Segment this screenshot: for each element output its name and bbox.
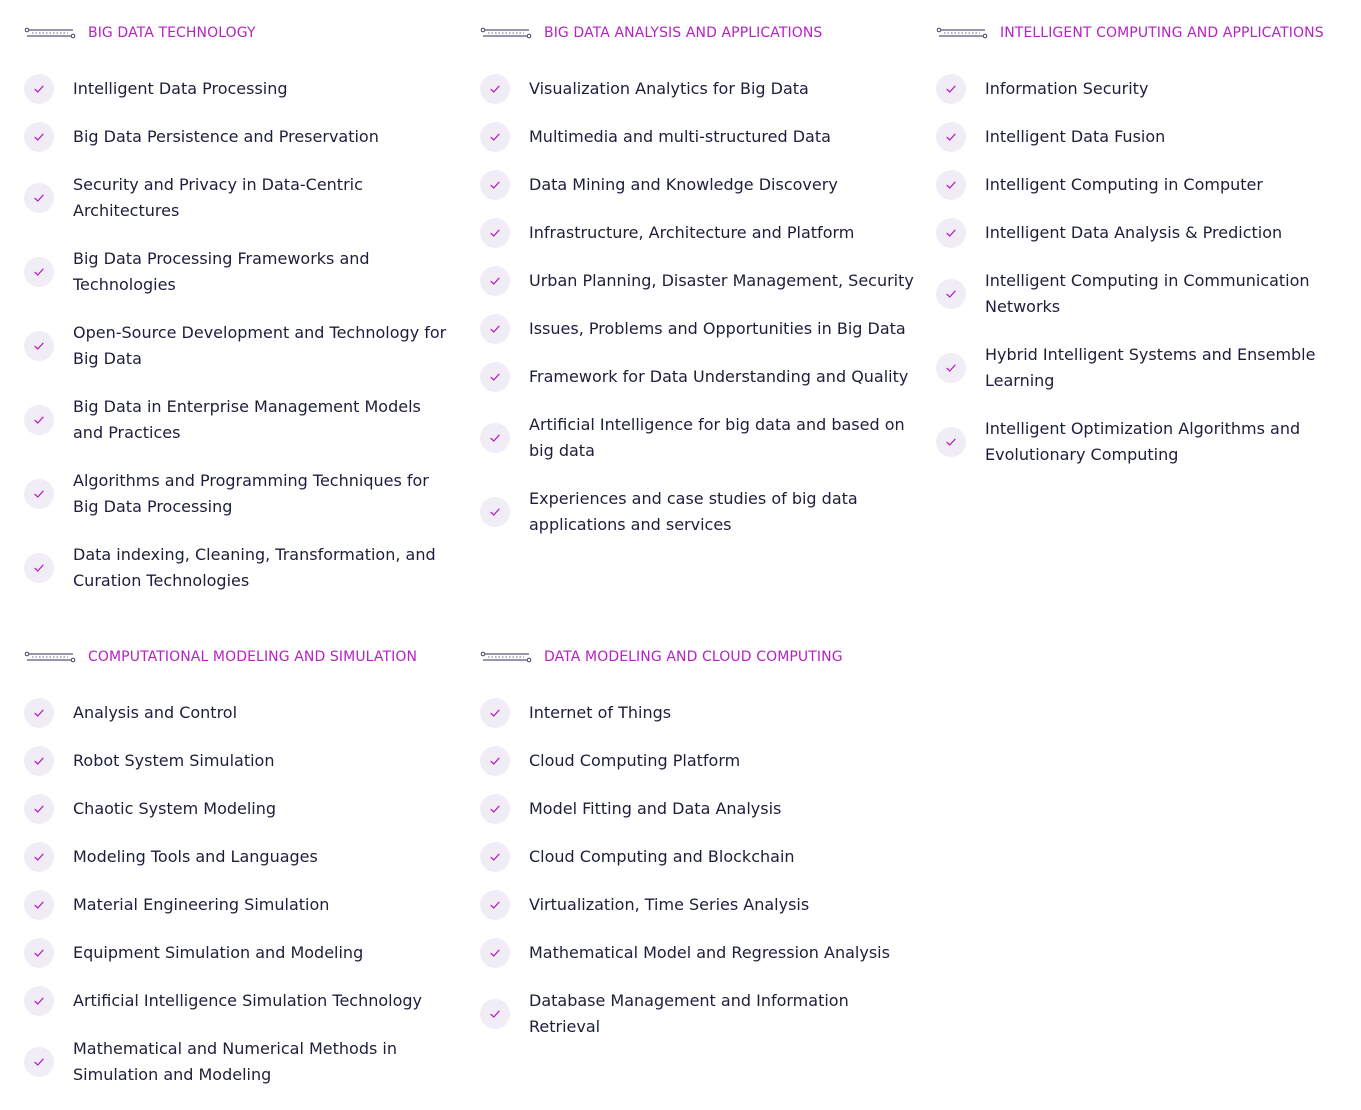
topic-label: Analysis and Control xyxy=(73,703,238,722)
checkmark-icon xyxy=(480,266,510,296)
topic-label: Modeling Tools and Languages xyxy=(73,847,318,866)
checkmark-icon xyxy=(480,314,510,344)
checkmark-icon xyxy=(480,794,510,824)
checkmark-icon xyxy=(480,890,510,920)
topic-label: Data indexing, Cleaning, Transformation, and Curation Technologies xyxy=(73,545,436,590)
checkmark-icon xyxy=(936,427,966,457)
checkmark-icon xyxy=(480,999,510,1029)
topic-label: Chaotic System Modeling xyxy=(73,799,277,818)
checkmark-icon xyxy=(24,890,54,920)
topic-list-item xyxy=(480,748,910,774)
topic-section xyxy=(480,645,910,1062)
topic-list-item xyxy=(24,700,454,726)
checkmark-icon xyxy=(936,74,966,104)
topic-list-item xyxy=(480,892,910,918)
checkmark-icon xyxy=(24,938,54,968)
topic-label: Data Mining and Knowledge Discovery xyxy=(529,175,838,194)
topic-list-item xyxy=(24,542,448,594)
topic-label: Robot System Simulation xyxy=(73,751,275,770)
topic-label: Open-Source Development and Technology for Big Data xyxy=(73,323,447,368)
section-title: BIG DATA TECHNOLOGY xyxy=(88,25,256,41)
checkmark-icon xyxy=(936,279,966,309)
section-title: BIG DATA ANALYSIS AND APPLICATIONS xyxy=(544,25,823,41)
checkmark-icon xyxy=(24,986,54,1016)
checkmark-icon xyxy=(480,74,510,104)
checkmark-icon xyxy=(480,746,510,776)
checkmark-icon xyxy=(936,122,966,152)
topic-label: Hybrid Intelligent Systems and Ensemble Learning xyxy=(985,345,1316,390)
circuit-line-icon xyxy=(936,27,988,39)
checkmark-icon xyxy=(24,74,54,104)
topic-section xyxy=(24,645,454,1110)
topic-label: Urban Planning, Disaster Management, Security xyxy=(529,271,914,290)
checkmark-icon xyxy=(480,170,510,200)
topic-list-item xyxy=(480,796,910,822)
topic-label: Cloud Computing and Blockchain xyxy=(529,847,795,866)
topic-list-item xyxy=(936,172,1356,198)
topic-label: Big Data Persistence and Preservation xyxy=(73,127,379,146)
topic-label: Experiences and case studies of big data applications and services xyxy=(529,489,858,534)
topic-list-item xyxy=(936,268,1356,320)
checkmark-icon xyxy=(24,405,54,435)
checkmark-icon xyxy=(936,218,966,248)
topic-label: Algorithms and Programming Techniques for Big Data Processing xyxy=(73,471,429,516)
topic-label: Equipment Simulation and Modeling xyxy=(73,943,364,962)
topic-list-item xyxy=(480,220,914,246)
checkmark-icon xyxy=(24,479,54,509)
topic-list-item xyxy=(480,268,914,294)
topic-list-item xyxy=(936,76,1356,102)
section-title: COMPUTATIONAL MODELING AND SIMULATION xyxy=(88,649,418,665)
topic-section xyxy=(480,21,914,560)
topic-list-item xyxy=(480,124,914,150)
topic-label: Intelligent Optimization Algorithms and Evolutionary Computing xyxy=(985,419,1301,464)
topic-list-item xyxy=(480,988,910,1040)
checkmark-icon xyxy=(24,183,54,213)
section-header xyxy=(24,21,448,45)
section-header xyxy=(480,645,910,669)
topic-list-item xyxy=(480,364,914,390)
section-header xyxy=(936,21,1356,45)
topic-label: Mathematical Model and Regression Analysis xyxy=(529,943,890,962)
topic-list-item xyxy=(480,76,914,102)
topic-label: Issues, Problems and Opportunities in Big Data xyxy=(529,319,906,338)
section-header xyxy=(24,645,454,669)
topic-list-item xyxy=(24,246,448,298)
checkmark-icon xyxy=(480,698,510,728)
topic-label: Artificial Intelligence for big data and based on big data xyxy=(529,415,905,460)
topic-list-item xyxy=(24,1036,454,1088)
circuit-line-icon xyxy=(24,27,76,39)
topic-list-item xyxy=(936,124,1356,150)
topic-list-item xyxy=(24,844,454,870)
topic-label: Intelligent Computing in Communication Networks xyxy=(985,271,1310,316)
topic-label: Intelligent Computing in Computer xyxy=(985,175,1263,194)
topic-list-item xyxy=(24,394,448,446)
topic-list-item xyxy=(24,988,454,1014)
topic-label: Multimedia and multi-structured Data xyxy=(529,127,831,146)
checkmark-icon xyxy=(24,553,54,583)
checkmark-icon xyxy=(936,353,966,383)
topic-list-item xyxy=(480,844,910,870)
checkmark-icon xyxy=(24,698,54,728)
checkmark-icon xyxy=(480,842,510,872)
topic-list-item xyxy=(936,220,1356,246)
topic-list-item xyxy=(24,320,448,372)
topic-list-item xyxy=(24,76,448,102)
checkmark-icon xyxy=(480,122,510,152)
topic-label: Model Fitting and Data Analysis xyxy=(529,799,782,818)
topic-list-item xyxy=(480,486,914,538)
section-title: DATA MODELING AND CLOUD COMPUTING xyxy=(544,649,843,665)
checkmark-icon xyxy=(480,938,510,968)
topic-label: Big Data in Enterprise Management Models and Practices xyxy=(73,397,421,442)
checkmark-icon xyxy=(24,746,54,776)
topic-list-item xyxy=(24,748,454,774)
topic-label: Security and Privacy in Data-Centric Architectures xyxy=(73,175,363,220)
topic-label: Framework for Data Understanding and Quality xyxy=(529,367,909,386)
topic-list-item xyxy=(24,468,448,520)
topic-label: Cloud Computing Platform xyxy=(529,751,741,770)
topic-list xyxy=(24,700,454,1088)
topic-label: Database Management and Information Retrieval xyxy=(529,991,849,1036)
topic-list-item xyxy=(24,796,454,822)
topic-label: Material Engineering Simulation xyxy=(73,895,330,914)
section-header xyxy=(480,21,914,45)
topic-label: Information Security xyxy=(985,79,1149,98)
topic-label: Infrastructure, Architecture and Platform xyxy=(529,223,855,242)
topic-list xyxy=(24,76,448,594)
checkmark-icon xyxy=(24,842,54,872)
topic-list-item xyxy=(480,700,910,726)
topic-label: Internet of Things xyxy=(529,703,672,722)
checkmark-icon xyxy=(480,218,510,248)
topic-label: Intelligent Data Fusion xyxy=(985,127,1166,146)
topic-list-item xyxy=(24,892,454,918)
topic-label: Visualization Analytics for Big Data xyxy=(529,79,809,98)
topic-label: Artificial Intelligence Simulation Technology xyxy=(73,991,423,1010)
topic-list-item xyxy=(24,172,448,224)
topic-list-item xyxy=(480,412,914,464)
checkmark-icon xyxy=(24,794,54,824)
checkmark-icon xyxy=(480,497,510,527)
topic-label: Virtualization, Time Series Analysis xyxy=(529,895,810,914)
topic-section xyxy=(936,21,1356,490)
checkmark-icon xyxy=(24,1047,54,1077)
topic-list xyxy=(480,76,914,538)
checkmark-icon xyxy=(24,257,54,287)
topic-label: Intelligent Data Analysis & Prediction xyxy=(985,223,1283,242)
topic-list-item xyxy=(480,172,914,198)
checkmark-icon xyxy=(936,170,966,200)
topic-list-item xyxy=(24,940,454,966)
topic-label: Intelligent Data Processing xyxy=(73,79,288,98)
topic-list-item xyxy=(24,124,448,150)
checkmark-icon xyxy=(24,122,54,152)
checkmark-icon xyxy=(480,362,510,392)
topic-list-item xyxy=(480,316,914,342)
circuit-line-icon xyxy=(24,651,76,663)
circuit-line-icon xyxy=(480,27,532,39)
topic-list xyxy=(936,76,1356,468)
checkmark-icon xyxy=(24,331,54,361)
topic-label: Mathematical and Numerical Methods in Simulation and Modeling xyxy=(73,1039,398,1084)
section-title: INTELLIGENT COMPUTING AND APPLICATIONS xyxy=(1000,25,1324,41)
checkmark-icon xyxy=(480,423,510,453)
topic-list xyxy=(480,700,910,1040)
topic-section xyxy=(24,21,448,616)
topic-list-item xyxy=(936,342,1356,394)
topic-label: Big Data Processing Frameworks and Technologies xyxy=(73,249,370,294)
circuit-line-icon xyxy=(480,651,532,663)
topic-list-item xyxy=(936,416,1356,468)
topic-list-item xyxy=(480,940,910,966)
